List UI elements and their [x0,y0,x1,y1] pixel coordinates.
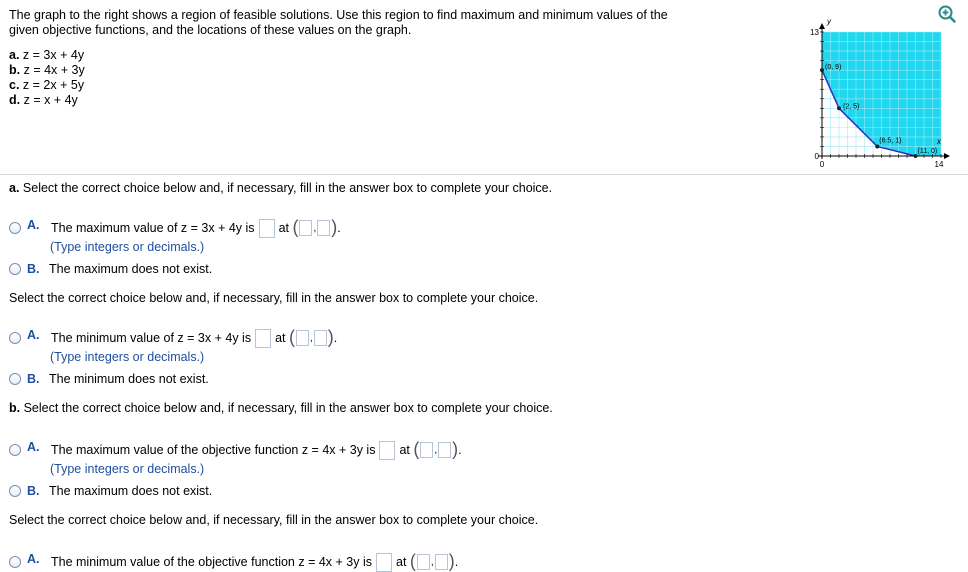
radio-button[interactable] [9,373,21,385]
y-axis-arrow [819,23,825,29]
part-a-min-choice-a[interactable]: A. The minimum value of z = 3x + 4y is at ( , ) . [9,329,337,347]
comma: , [430,556,434,568]
part-a-min-heading: Select the correct choice below and, if necessary, fill in the answer box to complete your choice. [9,291,539,305]
part-a-max-hint: (Type integers or decimals.) [50,240,205,254]
max-value-input[interactable] [379,441,395,460]
close-paren: ) [452,439,459,459]
objective-function-d: d. z = x + 4y [9,93,78,107]
comma: , [313,222,317,234]
y-axis-label: y [827,17,831,26]
y-coordinate-input[interactable] [438,442,451,458]
close-paren: ) [331,217,338,237]
vertex-point [875,144,879,148]
objective-function-list [9,48,85,108]
objective-function-a: a. z = 3x + 4y [9,48,85,62]
instructions-line-2: given objective functions, and the locations of these values on the graph. [9,23,412,37]
open-paren: ( [409,551,416,571]
radio-button[interactable] [9,444,21,456]
max-value-input[interactable] [259,219,275,238]
x-zero-tick-label: 0 [819,160,825,169]
y-zero-tick-label: 0 [814,152,819,161]
y-coordinate-input[interactable] [317,220,330,236]
period: . [458,443,462,457]
open-paren: ( [289,327,296,347]
period: . [454,555,459,569]
comma: , [310,332,313,344]
radio-button[interactable] [9,222,21,234]
x-coordinate-input[interactable] [299,220,312,236]
period: . [333,331,338,345]
x-coordinate-input[interactable] [417,554,430,570]
part-a-min-choice-b[interactable]: B. The minimum does not exist. [9,370,209,388]
x-axis-arrow [944,153,950,159]
y-coordinate-input[interactable] [314,330,327,346]
vertex-label: (6.5, 1) [879,137,902,145]
part-b-heading: b. Select the correct choice below and, if necessary, fill in the answer box to complete your choice. [9,401,553,415]
x-coordinate-input[interactable] [420,442,433,458]
min-value-input[interactable] [376,553,392,572]
vertex-label: (11, 0) [917,148,938,155]
instructions [9,8,668,38]
radio-button[interactable] [9,485,21,497]
part-b-max-hint: (Type integers or decimals.) [50,462,205,476]
part-b-max-choice-b[interactable]: B. The maximum does not exist. [9,482,212,500]
close-paren: ) [448,551,455,571]
part-b-min-choice-a[interactable]: A. The minimum value of the objective function z = 4x + 3y is at ( , ) . [9,553,458,571]
vertex-label: (2, 5) [843,103,860,111]
part-a-max-choice-a[interactable]: A. The maximum value of z = 3x + 4y is at ( , ) . [9,219,341,237]
x-coordinate-input[interactable] [296,330,309,346]
radio-button[interactable] [9,263,21,275]
min-value-input[interactable] [255,329,271,348]
objective-function-c: c. z = 2x + 5y [9,78,85,92]
comma: , [434,444,438,456]
y-max-tick-label: 13 [810,28,819,37]
open-paren: ( [292,217,299,237]
radio-button[interactable] [9,332,21,344]
part-a-max-choice-b[interactable]: B. The maximum does not exist. [9,260,212,278]
open-paren: ( [413,439,420,459]
feasible-region-graph[interactable] [800,12,950,169]
section-divider [0,174,968,175]
instructions-line-1: The graph to the right shows a region of feasible solutions. Use this region to find maximum and minimum values of the [9,8,668,22]
vertex-point [820,68,824,72]
close-paren: ) [327,327,334,347]
y-coordinate-input[interactable] [435,554,448,570]
x-axis-label: x [937,137,941,146]
radio-button[interactable] [9,556,21,568]
part-a-min-hint: (Type integers or decimals.) [50,350,205,364]
part-a-heading: a. Select the correct choice below and, if necessary, fill in the answer box to complete your choice. [9,181,553,195]
x-max-tick-label: 14 [934,160,944,169]
part-b-max-choice-a[interactable]: A. The maximum value of the objective function z = 4x + 3y is at ( , ) . [9,441,462,459]
vertex-label: (0, 9) [825,64,842,72]
objective-function-b: b. z = 4x + 3y [9,63,85,77]
vertex-point [837,106,841,110]
period: . [337,221,341,235]
part-b-min-heading: Select the correct choice below and, if necessary, fill in the answer box to complete your choice. [9,513,539,527]
